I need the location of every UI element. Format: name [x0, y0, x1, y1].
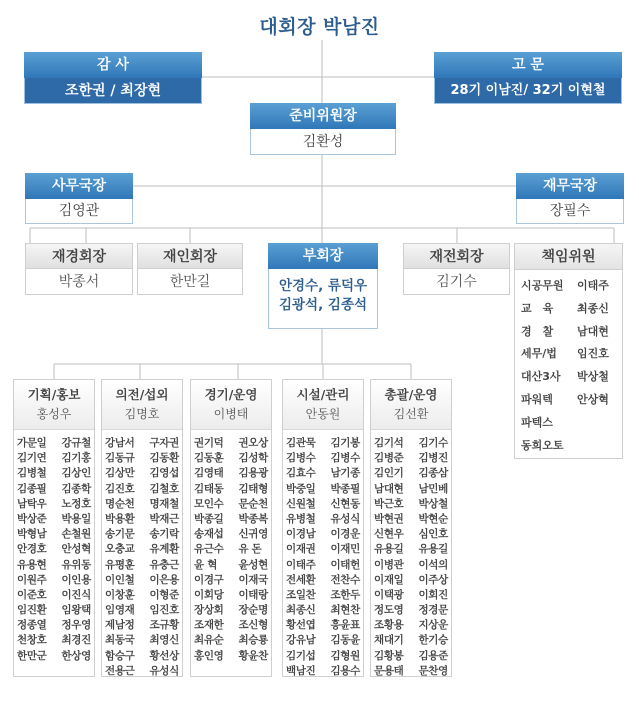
team-member-name: 김인기: [374, 467, 404, 480]
team-member-name: 유성식: [149, 664, 179, 677]
team-member-name: 최승룡: [238, 634, 268, 647]
team-member-name: 정우영: [61, 619, 91, 632]
advisor-title: 고 문: [434, 52, 622, 78]
team-member-name: 이재권: [286, 543, 316, 556]
treasurer-box: [516, 173, 624, 224]
team-member-name: 지상운: [418, 619, 448, 632]
team-member-column: [286, 436, 316, 679]
team-dept-name: 경기/운영: [204, 387, 258, 402]
team-head-name: 김명호: [124, 407, 160, 421]
responsible-group-item: 대산3사: [521, 370, 561, 384]
team-member-name: 김기연: [17, 452, 47, 465]
team-member-name: 박중일: [286, 482, 316, 495]
team-member-name: 채대기: [374, 634, 404, 647]
team-member-name: 김효수: [286, 467, 316, 480]
team-head-name: 홍성우: [36, 407, 72, 421]
team-member-name: 명순천: [105, 497, 135, 510]
team-member-name: 유계환: [149, 543, 179, 556]
team-member-name: 이진식: [61, 588, 91, 601]
team-member-name: 전찬수: [330, 573, 360, 586]
team-member-name: 유용현: [17, 558, 47, 571]
team-member-name: 김상만: [105, 467, 135, 480]
team-member-name: 유용길: [418, 543, 448, 556]
responsible-member-name: 안상혁: [577, 392, 609, 406]
team-member-name: 박용환: [105, 512, 135, 525]
team-head-name: 안동원: [305, 407, 341, 421]
team-member-name: 최유순: [194, 634, 224, 647]
team-dept-name: 시설/관리: [296, 387, 350, 402]
team-member-name: 김기석: [374, 437, 404, 449]
team-member-name: 구자권: [149, 437, 179, 449]
team-header: [371, 380, 451, 430]
team-member-name: 유충근: [149, 558, 179, 571]
team-member-name: 김동윤: [330, 634, 360, 647]
team-member-name: 송기락: [149, 528, 179, 541]
prep-chair-name: 김환성: [250, 129, 396, 155]
team-member-name: 전세환: [286, 573, 316, 586]
team-member-name: 이원주: [17, 573, 47, 586]
treasurer-name: 장필수: [516, 199, 624, 224]
team-member-column: [17, 436, 47, 664]
team-member-name: 김종필: [17, 482, 47, 495]
team-member-name: 박종필: [330, 482, 360, 495]
team-member-name: 조일찬: [286, 588, 316, 601]
ops-head-box: [137, 243, 243, 295]
responsible-members-groups: [521, 275, 577, 457]
responsible-members-title: 책임위원: [515, 244, 622, 270]
team-head-name: 김선환: [393, 407, 429, 421]
team-member-name: 신원철: [286, 497, 316, 510]
team-member-name: 박근호: [374, 497, 404, 510]
team-member-name: 이창훈: [105, 588, 135, 601]
treasurer-title: 재무국장: [516, 173, 624, 199]
team-member-name: 임영재: [105, 604, 135, 617]
team-member-column: [330, 436, 360, 679]
responsible-group-item: 교 육: [521, 301, 554, 315]
team-member-name: 이택광: [374, 588, 404, 601]
vice-chair-names-line: 안경수, 류덕우: [278, 278, 368, 294]
team-member-column: [194, 436, 224, 664]
team-header: [283, 380, 363, 430]
team-member-name: 조재한: [194, 619, 224, 632]
team-member-name: 조신형: [238, 619, 268, 632]
team-member-name: 김황봉: [374, 649, 404, 662]
team-member-name: 김용광: [238, 467, 268, 480]
team-member-name: 김병수: [330, 452, 360, 465]
team-member-name: 오충교: [105, 543, 135, 556]
team-member-name: 명재철: [149, 497, 179, 510]
team-box: [190, 379, 272, 677]
secretary-general-title: 사무국장: [25, 173, 133, 199]
team-member-name: 박현순: [418, 512, 448, 525]
team-member-name: 최영신: [149, 634, 179, 647]
team-member-column: [149, 436, 179, 679]
team-member-name: 박용일: [61, 512, 91, 525]
team-member-name: 이경운: [330, 528, 360, 541]
team-member-name: 강유남: [286, 634, 316, 647]
team-member-name: 이형준: [149, 588, 179, 601]
team-member-name: 유 돈: [238, 543, 262, 556]
secretary-general-box: [25, 173, 133, 224]
team-member-name: 최종신: [286, 604, 316, 617]
team-header: [14, 380, 94, 430]
team-member-name: 박상준: [17, 512, 47, 525]
team-member-name: 이재일: [374, 573, 404, 586]
team-member-name: 김성학: [238, 452, 268, 465]
team-member-name: 남탁우: [17, 497, 47, 510]
team-member-name: 박재근: [149, 512, 179, 525]
team-member-name: 남민베: [418, 482, 448, 495]
team-member-name: 한기승: [418, 634, 448, 647]
team-member-name: 정경문: [418, 604, 448, 617]
team-member-name: 손철원: [61, 528, 91, 541]
team-member-name: 이태랑: [238, 588, 268, 601]
responsible-group-item: 시공무원: [521, 279, 564, 292]
team-member-name: 김동환: [149, 452, 179, 465]
team-member-column: [105, 436, 135, 679]
team-member-name: 김형원: [330, 649, 360, 662]
team-member-name: 유병철: [286, 512, 316, 525]
team-member-name: 제남정: [105, 619, 135, 632]
team-member-name: 이태헌: [330, 558, 360, 571]
prep-chair-title: 준비위원장: [250, 103, 396, 129]
team-member-name: 함승구: [105, 649, 135, 662]
team-member-name: 흥윤표: [330, 619, 360, 632]
team-member-name: 이회진: [418, 588, 448, 601]
team-member-name: 남대현: [374, 482, 404, 495]
responsible-member-name: 최종신: [577, 301, 609, 315]
secretary-general-name: 김영관: [25, 199, 133, 224]
team-member-name: 이재국: [238, 573, 268, 586]
team-member-name: 유평훈: [105, 558, 135, 571]
team-member-name: 송기문: [105, 528, 135, 541]
ops-head-name: 김기수: [403, 269, 510, 295]
team-box: [101, 379, 183, 677]
team-member-name: 권기덕: [194, 437, 224, 449]
team-member-name: 심인호: [418, 528, 448, 541]
advisor-names: 28기 이남진/ 32기 이현철: [434, 78, 622, 104]
team-member-name: 권오상: [238, 437, 268, 449]
ops-head-box: [25, 243, 133, 295]
team-member-name: 김동규: [105, 452, 135, 465]
ops-head-name: 박종서: [25, 269, 133, 295]
responsible-group-item: 파텍스: [521, 415, 553, 429]
team-member-name: 한만군: [17, 649, 47, 662]
team-member-name: 신귀영: [238, 528, 268, 541]
vice-chair-names: [268, 269, 378, 329]
team-member-column: [374, 436, 404, 679]
team-member-name: 최현찬: [330, 604, 360, 617]
auditor-title: 감 사: [24, 52, 202, 78]
team-member-name: 임진환: [17, 604, 47, 617]
team-member-name: 김병준: [374, 452, 404, 465]
team-member-name: 조한두: [330, 588, 360, 601]
team-member-name: 황윤찬: [238, 649, 268, 662]
team-member-name: 박종길: [194, 512, 224, 525]
responsible-members-names: [577, 275, 609, 457]
team-member-name: 송재섭: [194, 528, 224, 541]
vice-chair-names-line: 김광석, 김종석: [278, 297, 368, 313]
team-member-name: 최동국: [105, 634, 135, 647]
team-member-name: 임왕택: [61, 604, 91, 617]
team-member-name: 이경남: [286, 528, 316, 541]
responsible-member-name: 남대현: [577, 324, 609, 338]
team-member-name: 장상회: [194, 604, 224, 617]
team-member-name: 김병진: [418, 452, 448, 465]
team-member-name: 김철호: [149, 482, 179, 495]
team-dept-name: 기획/홍보: [27, 387, 81, 402]
team-member-name: 김영섭: [149, 467, 179, 480]
team-member-name: 김진호: [105, 482, 135, 495]
ops-head-title: 재인회장: [137, 243, 243, 269]
team-member-name: 김용준: [418, 649, 448, 662]
responsible-members-box: [514, 243, 623, 459]
team-member-name: 가문일: [17, 437, 47, 449]
team-member-name: 박상철: [418, 497, 448, 510]
team-member-name: 유근수: [194, 543, 224, 556]
team-member-name: 김기봉: [330, 437, 360, 449]
team-member-name: 윤성현: [238, 558, 268, 571]
advisor-box: [434, 52, 622, 104]
ops-head-title: 재경회장: [25, 243, 133, 269]
chairman-title: 대회장 박남진: [259, 16, 380, 38]
team-member-name: 김용수: [330, 664, 360, 677]
team-member-name: 황선상: [149, 649, 179, 662]
team-member-column: [61, 436, 91, 664]
team-member-name: 유성식: [330, 512, 360, 525]
responsible-group-item: 세무/법: [521, 347, 557, 361]
team-box: [282, 379, 364, 677]
team-member-name: 이재민: [330, 543, 360, 556]
team-member-name: 김병수: [286, 452, 316, 465]
team-member-name: 임진호: [149, 604, 179, 617]
team-member-name: 조황용: [374, 619, 404, 632]
team-dept-name: 의전/섭외: [115, 387, 169, 402]
team-member-name: 김기섭: [286, 649, 316, 662]
team-header: [191, 380, 271, 430]
team-member-name: 이경구: [194, 573, 224, 586]
team-member-name: 안경호: [17, 543, 47, 556]
team-member-name: 김동훈: [194, 452, 224, 465]
team-member-name: 정도영: [374, 604, 404, 617]
team-member-name: 강남서: [105, 437, 135, 449]
responsible-group-item: 동희오토: [521, 438, 564, 452]
team-member-name: 천창호: [17, 634, 47, 647]
team-member-name: 김영태: [194, 467, 224, 480]
responsible-group-item: 경 찰: [521, 324, 554, 338]
team-member-name: 윤 혁: [194, 558, 218, 571]
team-member-name: 김병철: [17, 467, 47, 480]
ops-head-title: 재전회장: [403, 243, 510, 269]
team-member-name: 박현권: [374, 512, 404, 525]
team-member-column: [238, 436, 268, 664]
team-member-name: 문순천: [238, 497, 268, 510]
auditor-names: 조한권 / 최장현: [24, 78, 202, 104]
team-member-name: 이석의: [418, 558, 448, 571]
team-member-name: 안성혁: [61, 543, 91, 556]
team-member-name: 김종삼: [418, 467, 448, 480]
team-member-name: 이주상: [418, 573, 448, 586]
prep-chair-box: [250, 103, 396, 155]
team-member-name: 장순명: [238, 604, 268, 617]
team-member-name: 노정호: [61, 497, 91, 510]
team-member-name: 김태형: [238, 482, 268, 495]
team-member-name: 조규황: [149, 619, 179, 632]
team-box: [13, 379, 95, 677]
team-member-name: 이은용: [149, 573, 179, 586]
team-member-name: 유위동: [61, 558, 91, 571]
responsible-member-name: 이태주: [577, 279, 609, 292]
team-member-name: 백남진: [286, 664, 316, 677]
team-member-name: 유용길: [374, 543, 404, 556]
team-member-name: 박종복: [238, 512, 268, 525]
team-member-name: 정종열: [17, 619, 47, 632]
team-member-name: 전용근: [105, 664, 135, 677]
team-header: [102, 380, 182, 430]
team-member-name: 남기종: [330, 467, 360, 480]
team-member-name: 최경진: [61, 634, 91, 647]
team-member-name: 김관묵: [286, 437, 316, 449]
team-member-column: [418, 436, 448, 679]
team-member-name: 이태주: [286, 558, 316, 571]
team-member-name: 황선엽: [286, 619, 316, 632]
team-member-name: 김상인: [61, 467, 91, 480]
ops-head-box: [403, 243, 510, 295]
responsible-member-name: 박상철: [577, 370, 609, 384]
team-member-name: 이인철: [105, 573, 135, 586]
team-member-name: 이인용: [61, 573, 91, 586]
team-head-name: 이병태: [213, 407, 249, 421]
team-member-name: 신현우: [374, 528, 404, 541]
team-member-name: 김종학: [61, 482, 91, 495]
team-member-name: 김태동: [194, 482, 224, 495]
team-member-name: 이회당: [194, 588, 224, 601]
ops-head-name: 한만길: [137, 269, 243, 295]
team-box: [370, 379, 452, 677]
team-member-name: 홍인영: [194, 649, 224, 662]
vice-chair-box: [268, 243, 378, 329]
team-member-name: 이병관: [374, 558, 404, 571]
team-member-name: 한상영: [61, 649, 91, 662]
vice-chair-title: 부회장: [268, 243, 378, 269]
team-dept-name: 총괄/운영: [384, 387, 438, 402]
team-member-name: 김기수: [418, 437, 448, 449]
team-member-name: 박형남: [17, 528, 47, 541]
responsible-group-item: 파워텍: [521, 392, 553, 406]
auditor-box: [24, 52, 202, 104]
team-member-name: 강규철: [61, 437, 91, 449]
team-member-name: 김기홍: [61, 452, 91, 465]
team-member-name: 문용태: [374, 664, 404, 677]
team-member-name: 신현동: [330, 497, 360, 510]
team-member-name: 문찬영: [418, 664, 448, 677]
team-member-name: 이준호: [17, 588, 47, 601]
team-member-name: 모인수: [194, 497, 224, 510]
responsible-member-name: 임진호: [577, 347, 609, 361]
